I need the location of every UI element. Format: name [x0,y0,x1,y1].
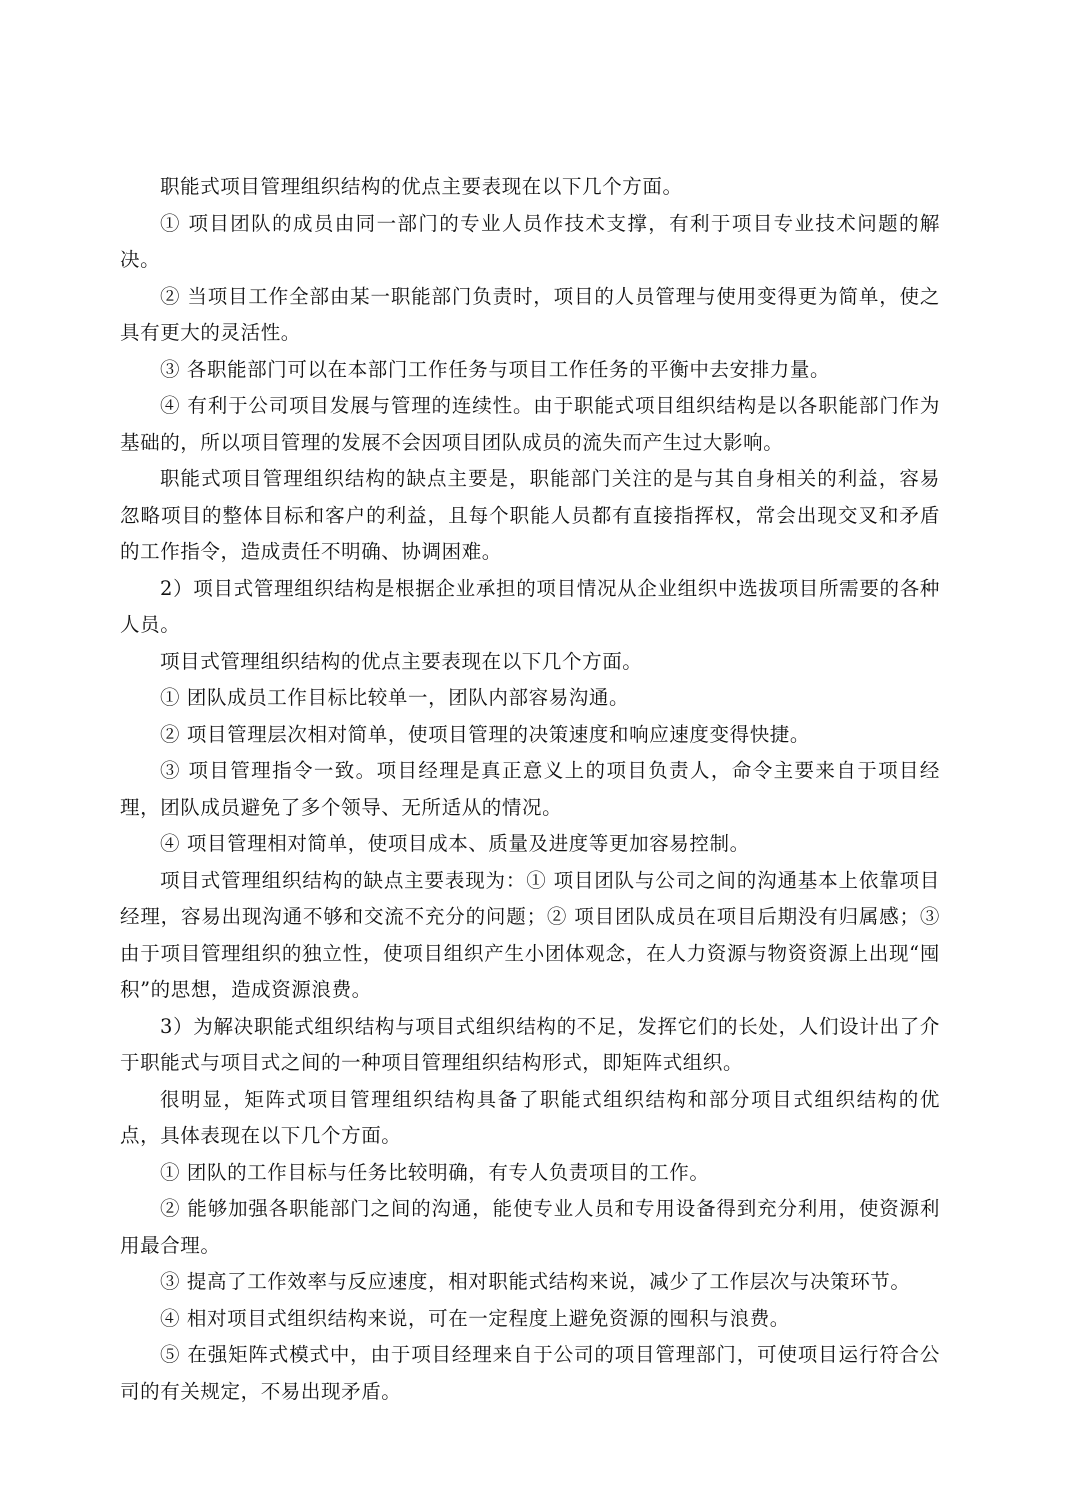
paragraph: ② 项目管理层次相对简单，使项目管理的决策速度和响应速度变得快捷。 [160,722,810,746]
paragraph: ④ 相对项目式组织结构来说，可在一定程度上避免资源的囤积与浪费。 [160,1306,790,1330]
paragraph: ③ 项目管理指令一致。项目经理是真正意义上的项目负责人，命令主要来自于项目经理，团队成员避免了多个领导、无所适从的情况。 [120,759,940,819]
paragraph: ② 当项目工作全部由某一职能部门负责时，项目的人员管理与使用变得更为简单，使之具有更大的灵活性。 [120,284,940,344]
document-body [120,169,940,1410]
paragraph: 很明显，矩阵式项目管理组织结构具备了职能式组织结构和部分项目式组织结构的优点，具体表现在以下几个方面。 [120,1087,940,1147]
paragraph: 职能式项目管理组织结构的缺点主要是，职能部门关注的是与其自身相关的利益，容易忽略项目的整体目标和客户的利益，且每个职能人员都有直接指挥权，常会出现交叉和矛盾的工作指令，造成责任不明确、协调困难。 [120,467,940,563]
paragraph: ③ 提高了工作效率与反应速度，相对职能式结构来说，减少了工作层次与决策环节。 [160,1270,911,1293]
paragraph: ① 团队的工作目标与任务比较明确，有专人负责项目的工作。 [160,1160,710,1184]
paragraph: 项目式管理组织结构的优点主要表现在以下几个方面。 [160,649,643,673]
paragraph: 3）为解决职能式组织结构与项目式组织结构的不足，发挥它们的长处，人们设计出了介于职能式与项目式之间的一种项目管理组织结构形式，即矩阵式组织。 [120,1014,940,1074]
paragraph: 2）项目式管理组织结构是根据企业承担的项目情况从企业组织中选拔项目所需要的各种人员。 [120,576,940,636]
paragraph: ② 能够加强各职能部门之间的沟通，能使专业人员和专用设备得到充分利用，使资源利用最合理。 [120,1197,940,1257]
paragraph: ④ 项目管理相对简单，使项目成本、质量及进度等更加容易控制。 [160,832,750,855]
paragraph: ① 项目团队的成员由同一部门的专业人员作技术支撑，有利于项目专业技术问题的解决。 [120,211,940,271]
paragraph: ⑤ 在强矩阵式模式中，由于项目经理来自于公司的项目管理部门，可使项目运行符合公司的有关规定，不易出现矛盾。 [120,1343,940,1403]
paragraph: 项目式管理组织结构的缺点主要表现为：① 项目团队与公司之间的沟通基本上依靠项目经理，容易出现沟通不够和交流不充分的问题；② 项目团队成员在项目后期没有归属感；③ 由于项目管理组织的独立性，使项目组织产生小团体观念，在人力资源与物资资源上出现“囤积”的思想，造成资源浪费。 [120,868,940,1001]
paragraph: 职能式项目管理组织结构的优点主要表现在以下几个方面。 [160,175,683,198]
paragraph: ③ 各职能部门可以在本部门工作任务与项目工作任务的平衡中去安排力量。 [160,357,831,381]
paragraph: ① 团队成员工作目标比较单一，团队内部容易沟通。 [160,686,630,709]
paragraph: ④ 有利于公司项目发展与管理的连续性。由于职能式项目组织结构是以各职能部门作为基础的，所以项目管理的发展不会因项目团队成员的流失而产生过大影响。 [120,394,940,454]
